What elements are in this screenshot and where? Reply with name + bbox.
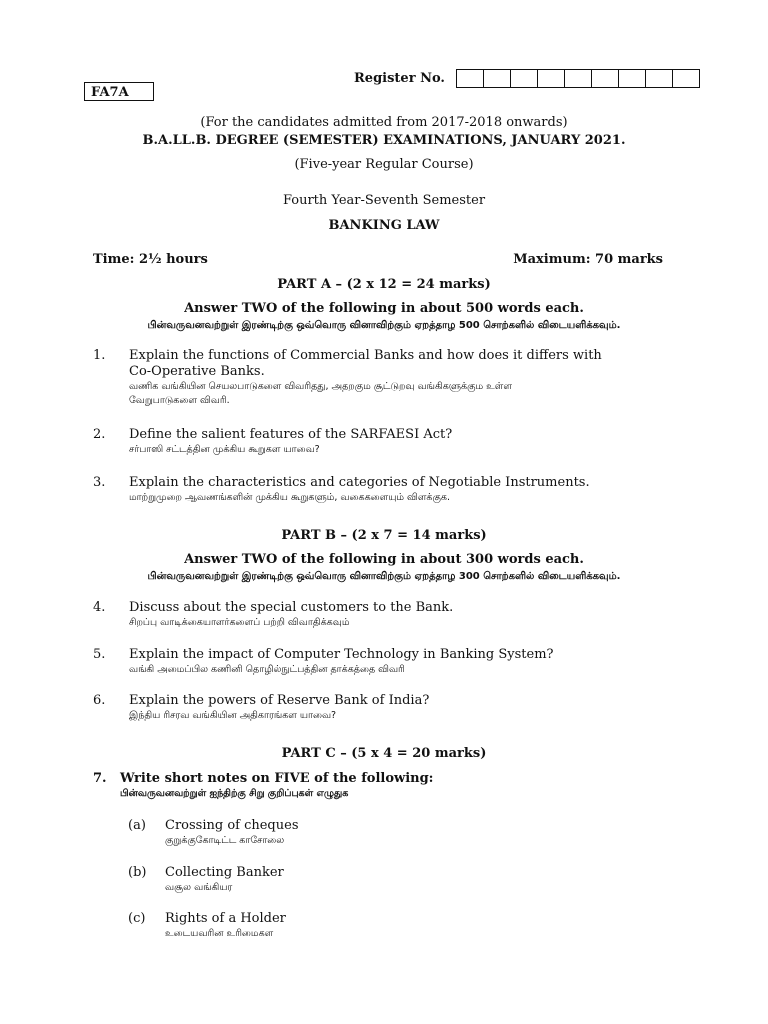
- sub-question-text-tamil: உடையவரின உரிமைகள: [165, 928, 274, 939]
- course-type: (Five-year Regular Course): [294, 157, 474, 172]
- question-text: Explain the impact of Computer Technology in Banking System?: [129, 647, 554, 662]
- register-number-field: [354, 68, 700, 88]
- register-digit-box: [456, 69, 484, 88]
- exam-title: B.A.LL.B. DEGREE (SEMESTER) EXAMINATIONS, JANUARY 2021.: [142, 133, 626, 148]
- question-number: 7.: [93, 771, 107, 786]
- part-b-title: PART B – (2 x 7 = 14 marks): [281, 528, 487, 543]
- question-text-tamil-cont: வேறுபாடுகளை விவரி.: [129, 395, 230, 406]
- paper-code: FA7A: [84, 82, 154, 101]
- question-text: Write short notes on FIVE of the following:: [120, 771, 434, 786]
- time-allowed: Time: 2½ hours: [93, 252, 208, 267]
- part-a-instruction: Answer TWO of the following in about 500 words each.: [184, 301, 584, 316]
- subject-title: BANKING LAW: [328, 218, 440, 233]
- question-text-tamil: மாற்றுமுறை ஆவணங்களின் முக்கிய கூறுகளும், வகைகளையும் விளக்குக.: [129, 492, 450, 503]
- part-a-title: PART A – (2 x 12 = 24 marks): [277, 277, 491, 292]
- register-digit-box: [672, 69, 700, 88]
- question-text: Explain the functions of Commercial Banks and how does it differs with: [129, 348, 602, 363]
- question-text-cont: Co-Operative Banks.: [129, 364, 265, 379]
- question-text-tamil: பின்வருவனவற்றுள் ஐந்திற்கு சிறு குறிப்புகள் எழுதுக: [120, 788, 349, 799]
- register-digit-box: [618, 69, 646, 88]
- maximum-marks: Maximum: 70 marks: [513, 252, 663, 267]
- part-b-instruction: Answer TWO of the following in about 300 words each.: [184, 552, 584, 567]
- sub-question-label: (c): [128, 911, 146, 926]
- sub-question-text-tamil: குறுக்குகோடிட்ட காசோலை: [165, 835, 285, 846]
- register-label: Register No.: [354, 70, 445, 86]
- question-number: 2.: [93, 427, 106, 442]
- register-digit-box: [645, 69, 673, 88]
- sub-question-text: Crossing of cheques: [165, 818, 299, 833]
- register-digit-box: [537, 69, 565, 88]
- sub-question-text: Collecting Banker: [165, 865, 284, 880]
- register-digit-box: [591, 69, 619, 88]
- question-text: Define the salient features of the SARFAESI Act?: [129, 427, 453, 442]
- question-text: Discuss about the special customers to the Bank.: [129, 600, 454, 615]
- question-text: Explain the powers of Reserve Bank of India?: [129, 693, 430, 708]
- time-marks-row: [93, 252, 663, 267]
- question-number: 1.: [93, 348, 106, 363]
- sub-question-text-tamil: வசூல வங்கியர: [165, 882, 233, 893]
- question-text-tamil: சர்பாஸி சட்டத்தின முக்கிய கூறுகள யாவை?: [129, 444, 320, 455]
- register-digit-box: [564, 69, 592, 88]
- question-text-tamil: சிறப்பு வாடிக்கையாளர்களைப் பற்றி விவாதிக்கவும்: [129, 617, 350, 628]
- sub-question-text: Rights of a Holder: [165, 911, 286, 926]
- register-digit-box: [483, 69, 511, 88]
- semester: Fourth Year-Seventh Semester: [282, 193, 486, 208]
- part-c-title: PART C – (5 x 4 = 20 marks): [281, 746, 487, 761]
- question-number: 5.: [93, 647, 106, 662]
- question-number: 3.: [93, 475, 106, 490]
- register-boxes: [457, 69, 700, 88]
- question-text-tamil: வணிக வங்கியின செயலபாடுகளை விவரிதது, அதறகும சூட்டுறவு வங்கிகளுக்கும உள்ள: [129, 381, 512, 392]
- sub-question-label: (a): [128, 818, 146, 833]
- part-b-instruction-tamil: பின்வருவனவற்றுள் இரண்டிற்கு ஒவ்வொரு வினாவிற்கும் ஏறத்தாழ 300 சொற்களில் விடையளிக்கவும்.: [147, 571, 621, 582]
- question-number: 6.: [93, 693, 106, 708]
- sub-question-label: (b): [128, 865, 147, 880]
- register-digit-box: [510, 69, 538, 88]
- admission-note: (For the candidates admitted from 2017-2018 onwards): [200, 115, 568, 130]
- question-text: Explain the characteristics and categories of Negotiable Instruments.: [129, 475, 590, 490]
- question-number: 4.: [93, 600, 106, 615]
- part-a-instruction-tamil: பின்வருவனவற்றுள் இரண்டிற்கு ஒவ்வொரு வினாவிற்கும் ஏறத்தாழ 500 சொற்களில் விடையளிக்கவும்.: [147, 320, 621, 331]
- question-text-tamil: இந்திய ரிசரவ வங்கியின அதிகாரங்கள யாவை?: [129, 710, 337, 721]
- question-text-tamil: வங்கி அமைப்பில கணினி தொழில்நுட்பத்தின தாக்கத்தை விவரி: [129, 664, 405, 675]
